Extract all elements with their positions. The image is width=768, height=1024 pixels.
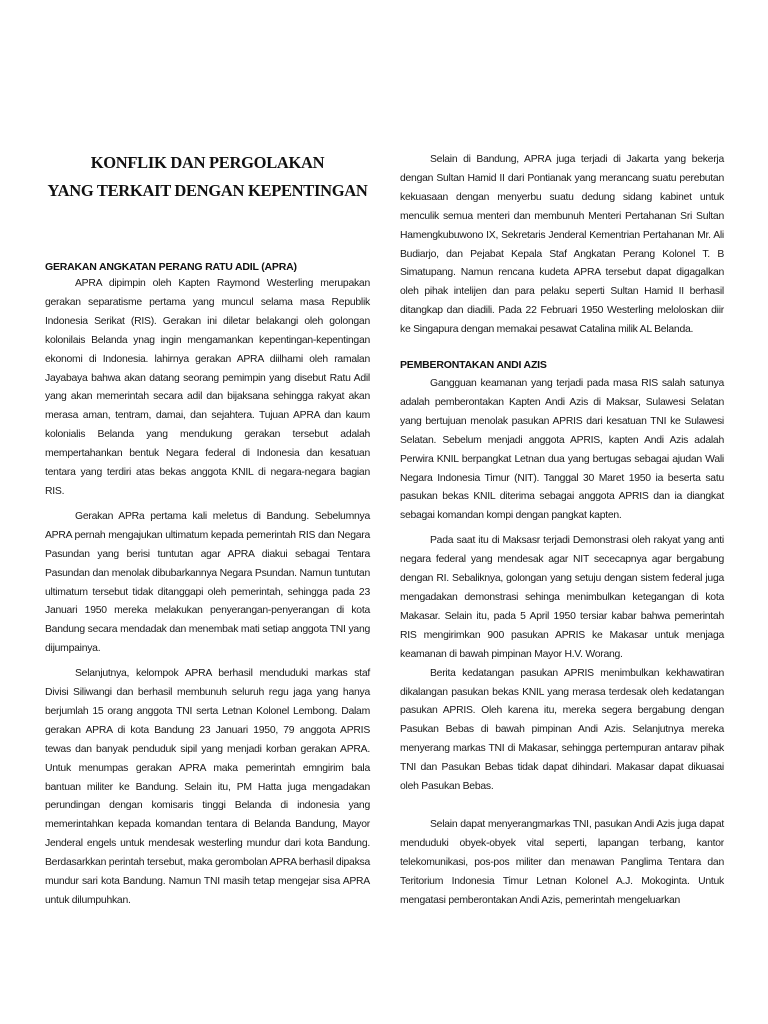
right-column-intro xyxy=(400,151,724,340)
paragraph: Gerakan APRa pertama kali meletus di Bandung. Sebelumnya APRA pernah mengajukan ultimatum kepada pemerintah RIS dan Negara Pasundan yang berisi tuntutan agar APRA diakui sebagai Tentara Pasundan dan menolak dibubarkannya Negara Psundan. Namun tuntutan ultimatum tersebut tidak ditanggapi oleh pemerintah, sehingga pada 23 Januari 1950 mereka melakukan penyerangan-penyerangan di kota Bandung secara mendadak dan menembak mati setiap anggota TNI yang dijumpainya. xyxy=(45,510,370,655)
section-heading-andi-azis: PEMBERONTAKAN ANDI AZIS xyxy=(400,359,547,371)
paragraph: Selain di Bandung, APRA juga terjadi di Jakarta yang bekerja dengan Sultan Hamid II dari Pontianak yang merancang suatu perebutan kekuasaan dengan menyerbu suatu dedung sidang kabinet untuk menculik semua menteri dan membunuh Menteri Pertahanan Sri Sultan Hamengkubuwono IX, Sekretaris Jenderal Kementrian Pertahanan Mr. Ali Budiarjo, dan Pejabat Kepala Staf Angkatan Perang Kolonel T. B Simatupang. Namun rencana kudeta APRA tersebut dapat digagalkan oleh pihak intelijen dan para pelaku seperti Sultan Hamid II berhasil ditangkap dan diadili. Pada 22 Februari 1950 Westerling meloloskan diir ke Singapura dengan memakai pesawat Catalina milik AL Belanda. xyxy=(400,154,724,336)
paragraph: APRA dipimpin oleh Kapten Raymond Westerling merupakan gerakan separatisme pertama yang muncul selama masa Republik Indonesia Serikat (RIS). Gerakan ini diletar belakangi oleh golongan kolonilais Belanda ynag ingin mengamankan kepentingan-kepentingan ekonomi di Indonesia. lahirnya gerakan APRA diilhami oleh ramalan Jayabaya bahwa akan datang seorang pemimpin yang disebut Ratu Adil yang akan memerintah secara adil dan bijaksana sehingga rakyat akan merasa aman, tentram, damai, dan sejahtera. Tujuan APRA dan kaum kolonialis Belanda yang mendukung gerakan tersebut adalah mempertahankan bentuk Negara federal di Indonesia dan kesatuan tentara yang terdiri atas bekas anggota KNIL di negara-negara bagian RIS. xyxy=(45,278,370,497)
section-body-andi-azis xyxy=(400,375,724,910)
paragraph: Selanjutnya, kelompok APRA berhasil menduduki markas staf Divisi Siliwangi dan berhasil membunuh seluruh regu jaga yang hanya berjumlah 15 orang anggota TNI serta Letnan Kolonel Lembong. Dalam gerakan APRA di kota Bandung 23 Januari 1950, 79 anggota APRIS tewas dan banyak penduduk sipil yang menjadi korban gerakan APRA. Untuk menumpas gerakan APRA maka pemerintah emngirim bala bantuan militer ke Bandung. Selain itu, PM Hatta juga mengadakan perundingan dengan komisaris tinggi Belanda di indonesia yang memerintahkan kepada komandan tentara di Belanda Bandung, Mayor Jenderal engels untuk mendesak westerling mundur dari kota Bandung. Berdasarkkan perintah tersebut, maka gerombolan APRA berhasil dipaksa mundur sari kota Bandung. Namun TNI masih tetap mengejar sisa APRA untuk dilumpuhkan. xyxy=(45,668,370,906)
paragraph: Selain dapat menyerangmarkas TNI, pasukan Andi Azis juga dapat menduduki obyek-obyek vital seperti, lapangan terbang, kantor telekomunikasi, pos-pos militer dan menawan Panglima Tentara dan Teritorium Indonesia Timur Letnan Kolonel A.J. Mokoginta. Untuk mengatasi pemberontakan Andi Azis, pemerintah mengeluarkan xyxy=(400,818,724,906)
paragraph: Pada saat itu di Maksasr terjadi Demonstrasi oleh rakyat yang anti negara federal yang mendesak agar NIT sececapnya agar bergabung dengan RI. Sebaliknya, golongan yang setuju dengan sistem federal juga mengadakan demonstrasi sehinga menimbulkan ketegangan di kota Makasar. Selain itu, pada 5 April 1950 tersiar kabar bahwa pemerintah RIS mengirimkan 900 pasukan APRIS ke Makasar untuk menjaga keamanan di bawah pimpinan Mayor H.V. Worang. xyxy=(400,535,724,660)
section-heading-apra: GERAKAN ANGKATAN PERANG RATU ADIL (APRA) xyxy=(45,261,297,273)
page-title xyxy=(45,149,370,205)
page-title-line-1: KONFLIK DAN PERGOLAKAN xyxy=(90,153,325,172)
paragraph: Gangguan keamanan yang terjadi pada masa RIS salah satunya adalah pemberontakan Kapten Andi Azis di Maksar, Sulawesi Selatan yang bertujuan menolak pasukan APRIS dari kesatuan TNI ke Sulawesi Selatan. Sebelum menjadi anggota APRIS, kapten Andi Azis adalah Perwira KNIL berpangkat Letnan dua yang bertugas sebagai ajudan Wali Negara Indonesia Timur (NIT). Tanggal 30 Maret 1950 ia beserta satu pasukan bekas KNIL diterima sebagai anggota APRIS dan ia diangkat sebagai komandan kompi dengan pangkat kapten. xyxy=(400,378,724,522)
paragraph: Berita kedatangan pasukan APRIS menimbulkan kekhawatiran dikalangan pasukan bekas KNIL yang merasa terdesak oleh kedatangan pasukan APRIS. Oleh karena itu, mereka segera bergabung dengan Pasukan Bebas di bawah pimpinan Andi Azis. Selanjutnya mereka menyerang markas TNI di Makasar, sehingga pertempuran antarav pihak TNI dan Pasukan Bebas tidak dapat dihindari. Makasar dapat dikuasai oleh Pasukan Bebas. xyxy=(400,667,724,793)
section-body-apra xyxy=(45,275,370,911)
page-title-line-2: YANG TERKAIT DENGAN KEPENTINGAN xyxy=(47,181,368,200)
